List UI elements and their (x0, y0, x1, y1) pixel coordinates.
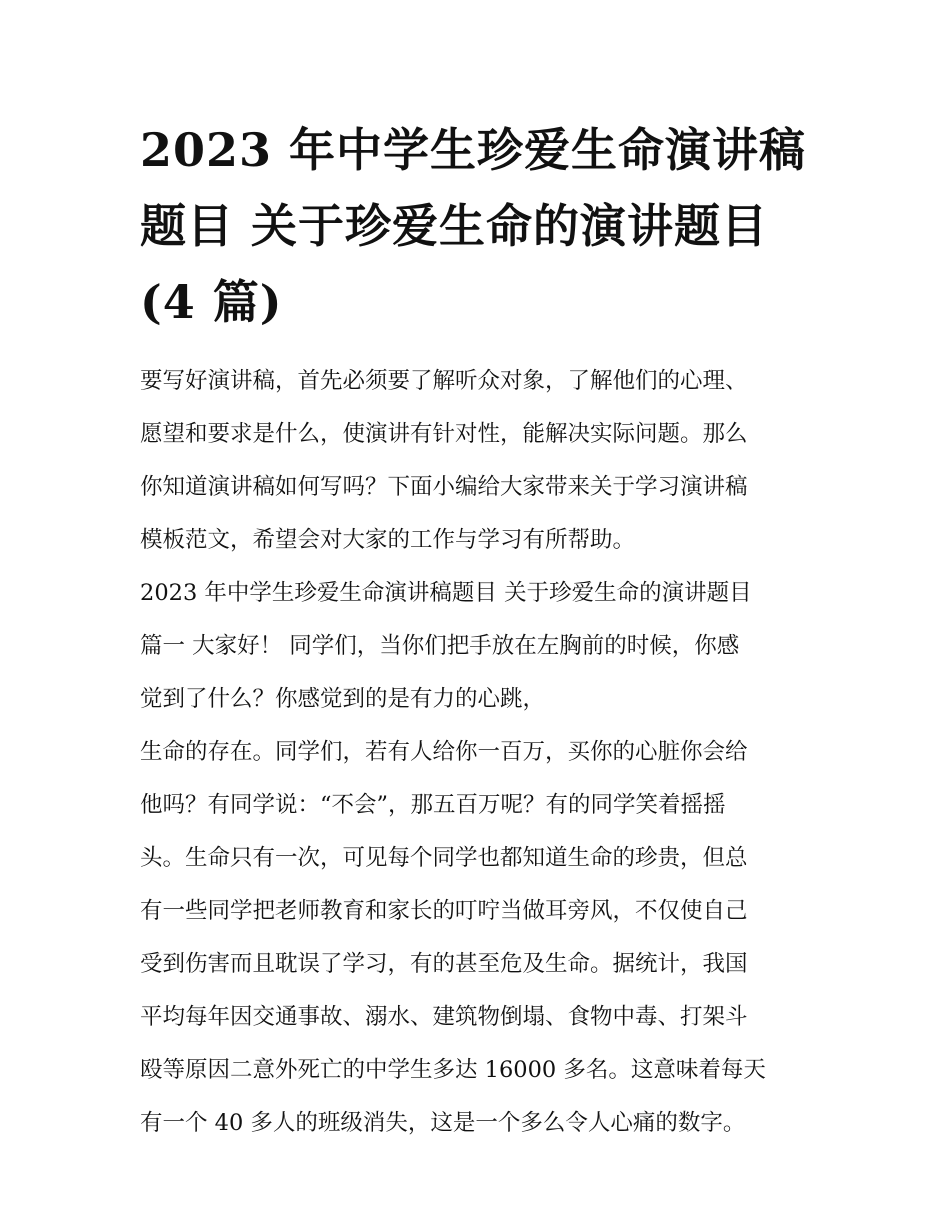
body-line: 生命的存在。同学们，若有人给你一百万，买你的心脏你会给 (140, 739, 748, 765)
body-line: 觉到了什么？你感觉到的是有力的心跳， (140, 686, 546, 712)
body-line: 平均每年因交通事故、溺水、建筑物倒塌、食物中毒、打架斗 (140, 1004, 748, 1030)
body-line: 你知道演讲稿如何写吗？下面小编给大家带来关于学习演讲稿 (140, 474, 748, 500)
body-line: 愿望和要求是什么，使演讲有针对性，能解决实际问题。那么 (140, 421, 748, 447)
title-line: (4 篇) (140, 275, 283, 329)
body-line: 他吗？有同学说：“不会”，那五百万呢？有的同学笑着摇摇 (140, 792, 726, 818)
body-line: 有一些同学把老师教育和家长的叮咛当做耳旁风，不仅使自己 (140, 898, 748, 924)
body-line: 2023 年中学生珍爱生命演讲稿题目 关于珍爱生命的演讲题目 (140, 580, 752, 606)
body-line: 模板范文，希望会对大家的工作与学习有所帮助。 (140, 527, 636, 553)
document-title (140, 112, 820, 340)
body-line: 殴等原因二意外死亡的中学生多达 16000 多名。这意味着每天 (140, 1057, 766, 1083)
body-line: 头。生命只有一次，可见每个同学也都知道生命的珍贵，但总 (140, 845, 748, 871)
body-line: 篇一 大家好！ 同学们，当你们把手放在左胸前的时候，你感 (140, 633, 740, 659)
document-body (140, 355, 820, 1150)
body-line: 受到伤害而且耽误了学习，有的甚至危及生命。据统计，我国 (140, 951, 748, 977)
body-line: 要写好演讲稿，首先必须要了解听众对象，了解他们的心理、 (140, 368, 748, 394)
body-line: 有一个 40 多人的班级消失，这是一个多么令人心痛的数字。 (140, 1110, 746, 1136)
title-line: 题目 关于珍爱生命的演讲题目 (140, 199, 769, 253)
title-line: 2023 年中学生珍爱生命演讲稿 (140, 123, 807, 177)
